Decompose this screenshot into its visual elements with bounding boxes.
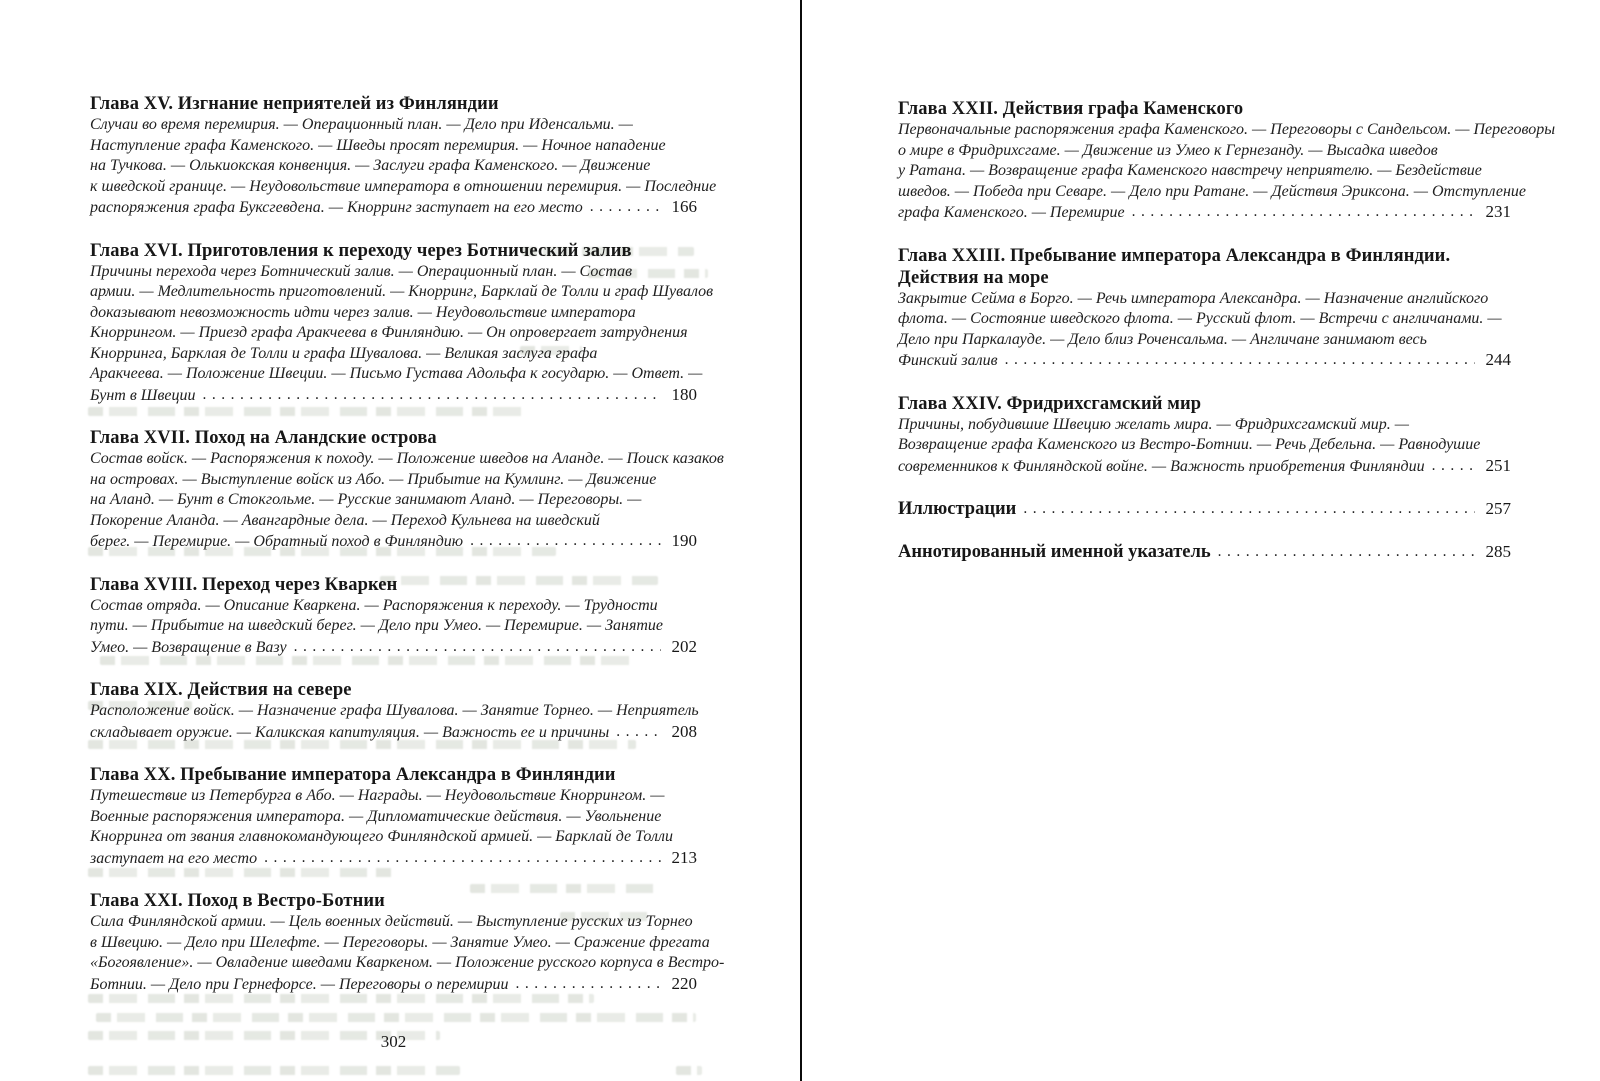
toc-leader-line xyxy=(90,531,697,553)
show-through-text xyxy=(88,1066,460,1075)
chapter-page-number: 166 xyxy=(671,197,697,216)
show-through-text xyxy=(676,1066,702,1075)
dot-leader xyxy=(1023,503,1475,520)
dot-leader xyxy=(1218,546,1475,563)
chapter-summary-line: складывает оружие. — Каликская капитуляция. — Важность ее и причины xyxy=(90,723,610,741)
chapter-summary-line: на Тучкова. — Олькиокская конвенция. — Заслуги графа Каменского. — Движение xyxy=(90,157,651,174)
toc-entry xyxy=(898,98,1556,224)
toc-entry xyxy=(90,240,714,407)
toc-leader-line xyxy=(90,722,697,744)
page-number-left: 302 xyxy=(380,1032,407,1051)
chapter-summary-line: Умео. — Возвращение в Вазу xyxy=(90,638,287,656)
dot-leader xyxy=(203,389,661,406)
chapter-title: Глава XXII. Действия графа Каменского xyxy=(898,99,1244,119)
toc-leader-line xyxy=(898,350,1511,372)
chapter-summary-line: на островах. — Выступление войск из Або. — Прибытие на Кумлинг. — Движение xyxy=(90,470,657,488)
chapter-summary-line: Состав войск. — Распоряжения к походу. — Положение шведов на Аланде. — Поиск казаков xyxy=(90,450,724,467)
show-through-text xyxy=(88,407,526,416)
toc-entry xyxy=(898,245,1511,372)
chapter-page-number: 220 xyxy=(671,973,697,993)
chapter-page-number: 202 xyxy=(671,636,697,656)
chapter-page-number: 190 xyxy=(671,531,697,550)
show-through-text xyxy=(88,868,394,877)
chapter-summary-line: Расположение войск. — Назначение графа Шувалова. — Занятие Торнео. — Неприятель xyxy=(90,702,699,719)
show-through-text xyxy=(88,994,594,1003)
dot-leader xyxy=(1132,207,1475,224)
chapter-title: Глава XV. Изгнание неприятелей из Финляндии xyxy=(90,94,499,114)
dot-leader xyxy=(470,536,661,553)
dot-leader xyxy=(616,726,661,743)
page-gutter-divider-line xyxy=(800,0,802,1081)
chapter-summary-line: шведов. — Победа при Севаре. — Дело при Ратане. — Действия Эриксона. — Отступление xyxy=(898,182,1526,200)
page-right xyxy=(803,0,1600,1081)
chapter-page-number: 208 xyxy=(671,721,697,741)
chapter-summary-line: Причины перехода через Ботнический залив. — Операционный план. — Состав xyxy=(90,262,633,280)
chapter-summary-line: Причины, побудившие Швецию желать мира. — Фридрихсгамский мир. — xyxy=(898,415,1409,433)
chapter-summary-line: Покорение Аланда. — Авангардные дела. — Переход Кульнева на шведский xyxy=(90,511,600,529)
chapter-summary-line: Дело при Паркалауде. — Дело близ Роченсальма. — Англичане занимают весь xyxy=(898,330,1427,348)
chapter-title: Глава XVII. Поход на Аландские острова xyxy=(90,428,437,448)
toc-entry xyxy=(90,93,717,219)
toc-entry xyxy=(90,679,697,743)
chapter-title: Глава XVIII. Переход через Кваркен xyxy=(90,574,398,595)
chapter-summary-line: Состав отряда. — Описание Кваркена. — Распоряжения к переходу. — Трудности xyxy=(90,596,658,614)
chapter-summary-line: распоряжения графа Буксгевдена. — Кнорринг заступает на его место xyxy=(90,199,583,216)
chapter-summary-line: Военные распоряжения императора. — Дипломатические действия. — Увольнение xyxy=(90,807,662,825)
chapter-summary-line: современников к Финляндской войне. — Важность приобретения Финляндии xyxy=(898,457,1425,475)
section-title: Аннотированный именной указатель xyxy=(898,542,1211,562)
dot-leader xyxy=(264,852,661,869)
toc-entry xyxy=(898,541,1511,563)
toc-leader-line xyxy=(90,637,697,659)
toc-entry xyxy=(90,427,724,553)
toc-entry xyxy=(898,393,1511,478)
chapter-title: Глава XXI. Поход в Вестро-Ботнии xyxy=(90,891,385,911)
chapter-summary-line: Возвращение графа Каменского из Вестро-Ботнии. — Речь Дебельна. — Равнодушие xyxy=(898,436,1481,453)
chapter-summary-line: армии. — Медлительность приготовлений. — Кнорринг, Барклай де Толли и граф Шувалов xyxy=(90,283,714,300)
dot-leader xyxy=(1005,355,1475,372)
chapter-title: Действия на море xyxy=(898,267,1049,288)
chapter-summary-line: к шведской границе. — Неудовольствие императора в отношении перемирия. — Последние xyxy=(90,177,717,195)
chapter-page-number: 213 xyxy=(671,847,697,867)
toc-entry xyxy=(90,890,725,995)
toc-leader-line xyxy=(90,385,697,407)
chapter-page-number: 244 xyxy=(1485,350,1511,369)
chapter-summary-line: «Богоявление». — Овладение шведами Кваркеном. — Положение русского корпуса в Вестро- xyxy=(90,954,725,971)
chapter-title: Глава XXIV. Фридрихсгамский мир xyxy=(898,393,1202,414)
toc-leader-line xyxy=(898,541,1511,563)
section-title: Иллюстрации xyxy=(898,499,1017,519)
chapter-summary-line: Бунт в Швеции xyxy=(90,386,196,404)
toc-leader-line xyxy=(90,197,697,219)
chapter-page-number: 257 xyxy=(1485,499,1511,518)
chapter-summary-line: берег. — Перемирие. — Обратный поход в Финляндию xyxy=(90,533,464,550)
chapter-summary-line: Кноррингом. — Приезд графа Аракчеева в Финляндию. — Он опровергает затруднения xyxy=(90,324,688,341)
chapter-summary-line: графа Каменского. — Перемирие xyxy=(898,204,1125,221)
chapter-summary-line: на Аланд. — Бунт в Стокгольме. — Русские занимают Аланд. — Переговоры. — xyxy=(90,491,642,508)
chapter-summary-line: Кнорринга от звания главнокомандующего Финляндской армией. — Барклай де Толли xyxy=(90,828,673,845)
chapter-summary-line: Кнорринга, Барклая де Толли и графа Шувалова. — Великая заслуга графа xyxy=(90,344,598,362)
chapter-page-number: 285 xyxy=(1485,542,1511,561)
chapter-page-number: 180 xyxy=(671,384,697,404)
toc-leader-line xyxy=(90,848,697,870)
chapter-summary-line: Сила Финляндской армии. — Цель военных действий. — Выступление русских из Торнео xyxy=(90,913,693,930)
chapter-summary-line: заступает на его место xyxy=(90,849,258,867)
page-right-entries xyxy=(898,98,1556,584)
chapter-summary-line: Случаи во время перемирия. — Операционный план. — Дело при Иденсальми. — xyxy=(90,116,633,133)
chapter-title: Глава XIX. Действия на севере xyxy=(90,680,352,700)
dot-leader xyxy=(1432,460,1475,477)
chapter-summary-line: пути. — Прибытие на шведский берег. — Дело при Умео. — Перемирие. — Занятие xyxy=(90,617,664,634)
chapter-title: Глава XX. Пребывание императора Александра в Финляндии xyxy=(90,765,616,785)
toc-entry xyxy=(90,574,697,659)
dot-leader xyxy=(294,641,661,658)
chapter-summary-line: Ботнии. — Дело при Гернефорсе. — Переговоры о перемирии xyxy=(90,975,509,993)
toc-leader-line xyxy=(898,202,1511,224)
chapter-summary-line: флота. — Состояние шведского флота. — Русский флот. — Встречи с англичанами. — xyxy=(898,310,1502,327)
dot-leader xyxy=(516,978,661,995)
chapter-summary-line: Финский залив xyxy=(898,352,998,369)
chapter-summary-line: у Ратана. — Возвращение графа Каменского навстречу неприятелю. — Бездействие xyxy=(898,162,1482,179)
dot-leader xyxy=(590,202,661,219)
chapter-summary-line: Путешествие из Петербурга в Або. — Награды. — Неудовольствие Кноррингом. — xyxy=(90,787,665,804)
toc-entry xyxy=(898,498,1511,520)
chapter-title: Глава XXIII. Пребывание императора Александра в Финляндии. xyxy=(898,245,1451,266)
toc-entry xyxy=(90,764,697,869)
toc-leader-line xyxy=(90,974,697,996)
chapter-summary-line: Наступление графа Каменского. — Шведы просят перемирия. — Ночное нападение xyxy=(90,136,666,154)
toc-leader-line xyxy=(898,498,1511,520)
chapter-summary-line: о мире в Фридрихсгаме. — Движение из Умео к Гернезанду. — Высадка шведов xyxy=(898,141,1438,159)
show-through-text xyxy=(96,1013,696,1022)
chapter-summary-line: Закрытие Сейма в Борго. — Речь императора Александра. — Назначение английского xyxy=(898,289,1489,307)
chapter-page-number: 231 xyxy=(1485,202,1511,221)
toc-leader-line xyxy=(898,456,1511,478)
chapter-summary-line: в Швецию. — Дело при Шелефте. — Переговоры. — Занятие Умео. — Сражение фрегата xyxy=(90,933,710,951)
chapter-title: Глава XVI. Приготовления к переходу через Ботнический залив xyxy=(90,240,632,261)
chapter-summary-line: Аракчеева. — Положение Швеции. — Письмо Густава Адольфа к государю. — Ответ. — xyxy=(90,365,703,382)
chapter-page-number: 251 xyxy=(1485,455,1511,475)
chapter-summary-line: Первоначальные распоряжения графа Каменского. — Переговоры с Сандельсом. — Переговоры xyxy=(898,121,1556,138)
chapter-summary-line: доказывают невозможность идти через залив. — Неудовольствие императора xyxy=(90,303,636,321)
